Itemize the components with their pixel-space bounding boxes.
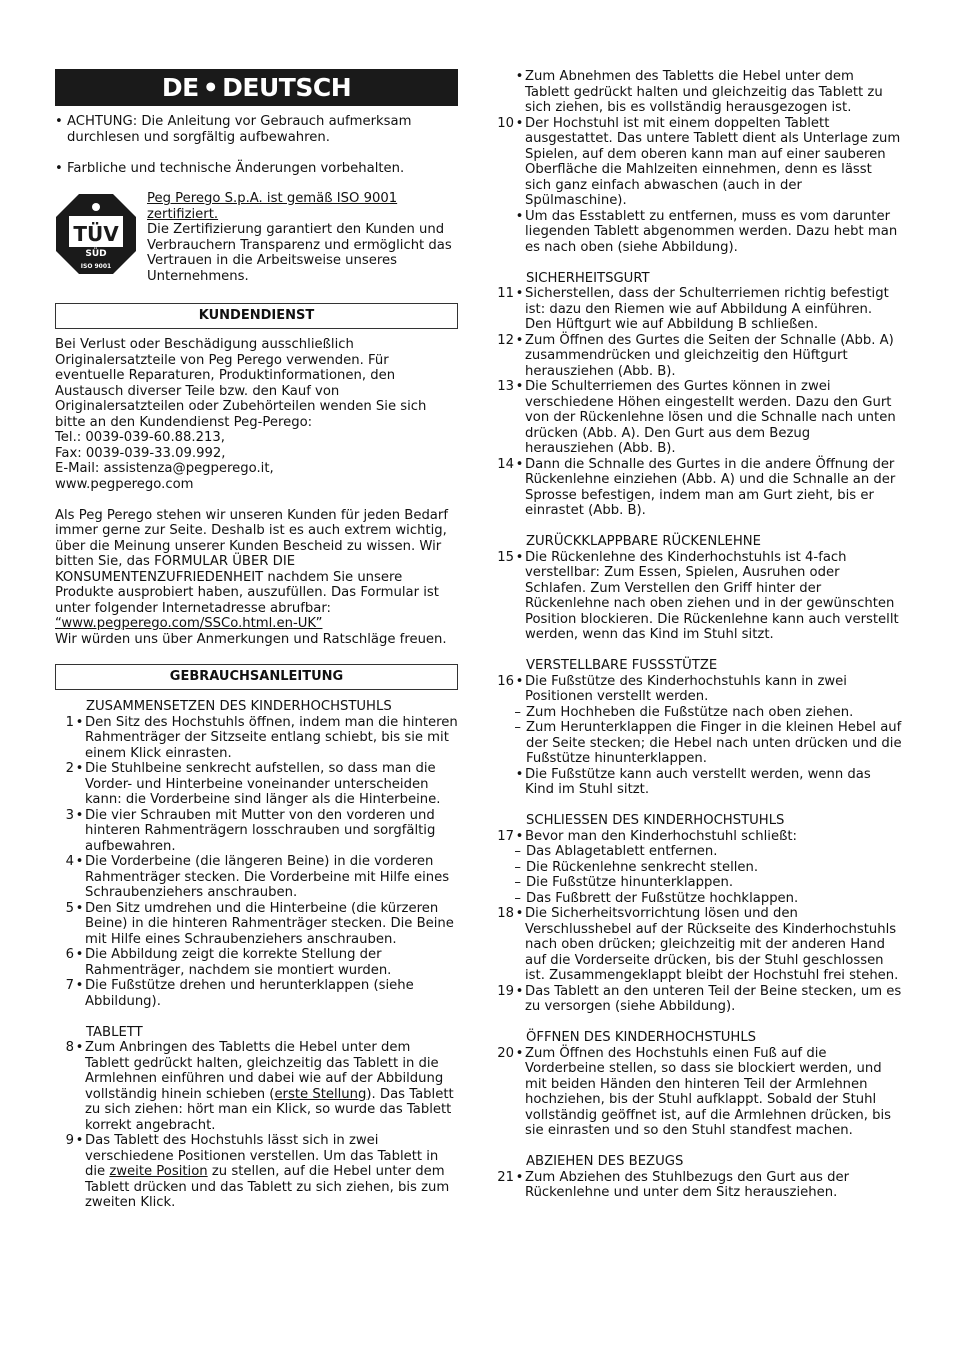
changes-bullet: • Farbliche und technische Änderungen vorbehalten. <box>55 161 458 177</box>
tuv-logo-text: TÜV <box>73 222 119 246</box>
list-item-text: Sicherstellen, dass der Schulterriemen richtig befestigt ist: dazu den Riemen wie auf Abbildung A einführen. Den Hüftgurt wie auf Abbildung B schließen. <box>525 286 889 332</box>
list-item: 15 • Die Rückenlehne des Kinderhochstuhls ist 4-fach verstellbar: Zum Essen, Spielen, Ausruhen oder Schlafen. Zum Verstellen den Griff hinter der Rückenlehne nach oben ziehen und in der gewünschten Position blockieren. Die Rückenlehne kann auch verstellt werden, wenn das Kind im Stuhl sitzt. <box>497 549 899 642</box>
feedback-link[interactable]: “www.pegperego.com/SSCo.html.en-UK” <box>55 616 323 631</box>
list-item: 19 • Das Tablett an den unteren Teil der Beine stecken, um es zu versorgen (siehe Abbildung). <box>497 983 902 1014</box>
list-item: 12 • Zum Öffnen des Gurtes die Seiten der Schnalle (Abb. A) zusammendrücken und gleichzeitig den Hüftgurt herausziehen (Abb. B). <box>492 333 902 380</box>
list-item: 17 • Bevor man den Kinderhochstuhl schließt: <box>497 828 797 844</box>
list-item: 10 • Der Hochstuhl ist mit einem doppelten Tablett ausgestattet. Das untere Tablett dient als Unterlage zum Spielen, auf dem oberen kann man auf einer sauberen Oberfläche die Mahlzeiten einnehmen, denn es lässt sich ganz einfach abwaschen (auch in der Spülmaschine). <box>497 115 901 208</box>
feedback-paragraph: Als Peg Perego stehen wir unseren Kunden für jeden Bedarf immer gerne zur Seite. Deshalb ist es auch extrem wichtig, über die Meinung unserer Kunden Bescheid zu wissen. Wir bitten Sie, das FORMULAR ÜBER DIE KONSUMENTENZUFRIEDENHEIT nachdem Sie unsere Produkte ausprobiert haben, auszufüllen. Das Formular ist unter folgender Internetadresse abrufbar: <box>55 507 448 616</box>
list-item: 4 • Die Vorderbeine (die längeren Beine) in die vorderen Rahmenträger stecken. Die Vorderbeine mit Hilfe eines Schraubenziehers anschrauben. <box>55 854 458 901</box>
changes-text: Farbliche und technische Änderungen vorbehalten. <box>67 160 405 176</box>
list-item-text: Den Sitz des Hochstuhls öffnen, indem man die hinteren Rahmenträger der Sitzseite entlang schiebt, bis sie mit einem Klick einrasten. <box>85 714 458 761</box>
list-item: 3 • Die vier Schrauben mit Mutter von den vorderen und hinteren Rahmenträgern losschrauben und sorgfältig aufbewahren. <box>55 808 458 855</box>
cover-title: ABZIEHEN DES BEZUGS <box>526 1154 684 1169</box>
certification-description: Die Zertifizierung garantiert den Kunden und Verbrauchern Transparenz und ermöglicht das Vertrauen in die Arbeitsweise unseres Unternehmens. <box>147 222 452 284</box>
language-code: DE <box>161 72 199 102</box>
left-column <box>55 69 458 1211</box>
list-item-text: Die Vorderbeine (die längeren Beine) in die vorderen Rahmenträger stecken. Die Vorderbeine mit Hilfe eines Schraubenziehers anschrauben. <box>85 854 450 900</box>
service-fax: Fax: 0039-039-33.09.992, <box>55 445 226 461</box>
tuv-logo-iso: ISO 9001 <box>80 263 112 270</box>
service-email: E-Mail: assistenza@pegperego.it, <box>55 461 274 476</box>
open-title: ÖFFNEN DES KINDERHOCHSTUHLS <box>526 1030 757 1045</box>
tuv-logo <box>55 193 137 275</box>
tuv-logo-sub: SÜD <box>85 249 107 259</box>
list-item: 2 • Die Stuhlbeine senkrecht aufstellen, so dass man die Vorder- und Hinterbeine voneinander unterscheiden kann: die Vorderbeine sind länger als die Hinterbeine. <box>55 761 458 808</box>
list-item: 9 • Das Tablett des Hochstuhls lässt sich in zwei verschiedene Positionen verstellen. Um das Tablett in die zweite Position zu stellen, auf die Hebel unter dem Tablett drücken und das Tablett zu sich ziehen, bis zum zweiten Klick. <box>65 1133 450 1210</box>
list-item: 6 • Die Abbildung zeigt die korrekte Stellung der Rahmenträger, nachdem sie montiert wurden. <box>55 947 458 978</box>
list-item-text: Die vier Schrauben mit Mutter von den vorderen und hinteren Rahmenträgern losschrauben und sorgfältig aufbewahren. <box>85 807 436 854</box>
backrest-title: ZURÜCKKLAPPBARE RÜCKENLEHNE <box>526 534 761 549</box>
first-position-link: erste Stellung <box>274 1086 367 1102</box>
list-item: 20 • Zum Öffnen des Hochstuhls einen Fuß auf die Vorderbeine stellen, so dass sie blockiert werden, und mit beiden Händen den hinteren Teil der Armlehnen hochziehen, bis der Stuhl aufklappt. Sobald der Stuhl vollständig geöffnet ist, auf die Armlehnen drücken, bis sie einrasten und so den Stuhl standfest machen. <box>497 1045 891 1138</box>
list-item-text: Die Fußstütze drehen und herunterklappen (siehe Abbildung). <box>85 978 414 1009</box>
list-item: • Die Fußstütze kann auch verstellt werden, wenn das Kind im Stuhl sitzt. <box>515 766 871 797</box>
language-title: DEUTSCH <box>222 72 352 102</box>
belt-title: SICHERHEITSGURT <box>526 270 650 286</box>
assembly-title: ZUSAMMENSETZEN DES KINDERHOCHSTUHLS <box>86 699 392 714</box>
list-item: • Zum Abnehmen des Tabletts die Hebel unter dem Tablett gedrückt halten und gleichzeitig das Tablett zu sich ziehen, bis es vollständig herausgezogen ist. <box>515 69 883 115</box>
dash-item: – Das Fußbrett der Fußstütze hochklappen. <box>514 890 799 906</box>
header-bullet: • <box>202 72 219 102</box>
list-item: 13 • Die Schulterriemen des Gurtes können in zwei verschiedene Höhen eingestellt werden. Dazu den Gurt von der Rückenlehne lösen und die Schnalle nach unten drücken (Abb. A). Den Gurt aus dem Bezug herausziehen (Abb. B). <box>492 379 902 457</box>
list-item: 7 • Die Fußstütze drehen und herunterklappen (siehe Abbildung). <box>55 978 458 1009</box>
warning-bullet: • ACHTUNG: Die Anleitung vor Gebrauch aufmerksam durchlesen und sorgfältig aufbewahren. <box>55 114 458 145</box>
dash-item: – Die Rückenlehne senkrecht stellen. <box>514 859 759 875</box>
dash-item: – Das Ablagetablett entfernen. <box>514 844 718 859</box>
dash-item: – Zum Herunterklappen die Finger in die kleinen Hebel auf der Seite stecken; die Hebel nach unten drücken und die Fußstütze hinunterklappen. <box>514 720 902 766</box>
list-item: 14 • Dann die Schnalle des Gurtes in die andere Öffnung der Rückenlehne einziehen (Abb. A) und die Schnalle an der Sprosse befestigen, indem man am Gurt zieht, bis er einrastet (Abb. B). <box>492 457 902 519</box>
dash-item: – Die Fußstütze hinunterklappen. <box>514 875 734 890</box>
tray-title: TABLETT <box>86 1024 143 1040</box>
list-item: 11 • Sicherstellen, dass der Schulterriemen richtig befestigt ist: dazu den Riemen wie auf Abbildung A einführen. Den Hüftgurt wie auf Abbildung B schließen. <box>492 286 902 333</box>
language-header <box>55 69 458 106</box>
list-item: 18 • Die Sicherheitsvorrichtung lösen und den Verschlusshebel auf der Rückseite des Kinderhochstuhls nach oben drücken; gleichzeitig mit der anderen Hand auf die Vorderseite drücken, bis der Stuhl geschlossen ist. Zusammengeklappt bleibt der Hochstuhl frei stehen. <box>497 906 899 983</box>
service-website[interactable]: www.pegperego.com <box>55 476 194 492</box>
list-item-text: Den Sitz umdrehen und die Hinterbeine (die kürzeren Beine) in die hinteren Rahmenträger stecken. Die Beine mit Hilfe eines Schraubenziehers anschrauben. <box>85 900 454 947</box>
certification-text <box>147 191 458 284</box>
right-column <box>492 69 902 1201</box>
footrest-title: VERSTELLBARE FUSSSTÜTZE <box>526 658 718 673</box>
list-item: 5 • Den Sitz umdrehen und die Hinterbeine (die kürzeren Beine) in die hinteren Rahmenträger stecken. Die Beine mit Hilfe eines Schraubenziehers anschrauben. <box>55 901 458 948</box>
certification-block <box>55 191 458 284</box>
assembly-list <box>55 715 458 1010</box>
list-item-text: Dann die Schnalle des Gurtes in die andere Öffnung der Rückenlehne einziehen (Abb. A) und die Schnalle an der Sprosse befestigen, indem man am Gurt zieht, bis er einrastet (Abb. B). <box>525 456 896 518</box>
list-item-text: Zum Öffnen des Gurtes die Seiten der Schnalle (Abb. A) zusammendrücken und gleichzeitig den Hüftgurt herausziehen (Abb. B). <box>525 332 894 379</box>
certification-statement: Peg Perego S.p.A. ist gemäß ISO 9001 zertifiziert. <box>147 191 398 222</box>
list-item-text: Die Abbildung zeigt die korrekte Stellung der Rahmenträger, nachdem sie montiert wurden. <box>85 947 392 978</box>
service-phone: Tel.: 0039-039-60.88.213, <box>55 430 225 445</box>
list-item-text: Die Stuhlbeine senkrecht aufstellen, so dass man die Vorder- und Hinterbeine voneinander unterscheiden kann: die Vorderbeine sind länger als die Hinterbeine. <box>85 761 441 807</box>
list-item: • Um das Esstablett zu entfernen, muss es vom darunter liegenden Tablett abgenommen werden. Dazu hebt man es nach oben (siehe Abbildung). <box>515 208 898 255</box>
list-item: 21 • Zum Abziehen des Stuhlbezugs den Gurt aus der Rückenlehne und unter dem Sitz herausziehen. <box>497 1169 850 1200</box>
list-item-text: Die Schulterriemen des Gurtes können in zwei verschiedene Höhen eingestellt werden. Dazu den Gurt von der Rückenlehne lösen und die Schnalle nach unten drücken (Abb. A). Den Gurt aus dem Bezug herausziehen (Abb. B). <box>525 379 896 456</box>
service-paragraph: Bei Verlust oder Beschädigung ausschließlich Originalersatzteile von Peg Perego verwenden. Für eventuelle Reparaturen, Produktinformationen, den Austausch diverser Teile bzw. den Kauf von Originalersatzteilen oder Zubehörteilen wenden Sie sich bitte an den Kundendienst Peg-Perego: <box>55 337 427 430</box>
list-item: 16 • Die Fußstütze des Kinderhochstuhls kann in zwei Positionen verstellt werden. <box>497 673 847 704</box>
close-title: SCHLIESSEN DES KINDERHOCHSTUHLS <box>526 813 785 828</box>
usage-heading: GEBRAUCHSANLEITUNG <box>55 664 458 690</box>
list-item: 8 • Zum Anbringen des Tabletts die Hebel unter dem Tablett gedrückt halten, gleichzeitig das Tablett in die Armlehnen einführen und dabei wie auf der Abbildung vollständig hinein schieben (erste Stellung). Das Tablett zu sich ziehen: hört man ein Klick, so wurde das Tablett korrekt angebracht. <box>65 1040 454 1133</box>
belt-list <box>492 286 902 519</box>
warning-text: ACHTUNG: Die Anleitung vor Gebrauch aufmerksam durchlesen und sorgfältig aufbewahren. <box>67 114 412 145</box>
customer-service-heading: KUNDENDIENST <box>55 303 458 329</box>
list-item: 1 • Den Sitz des Hochstuhls öffnen, indem man die hinteren Rahmenträger der Sitzseite entlang schiebt, bis sie mit einem Klick einrasten. <box>65 714 458 761</box>
dash-item: – Zum Hochheben die Fußstütze nach oben ziehen. <box>514 704 854 720</box>
feedback-closing: Wir würden uns über Anmerkungen und Ratschläge freuen. <box>55 631 447 647</box>
second-position-link: zweite Position <box>109 1164 208 1179</box>
